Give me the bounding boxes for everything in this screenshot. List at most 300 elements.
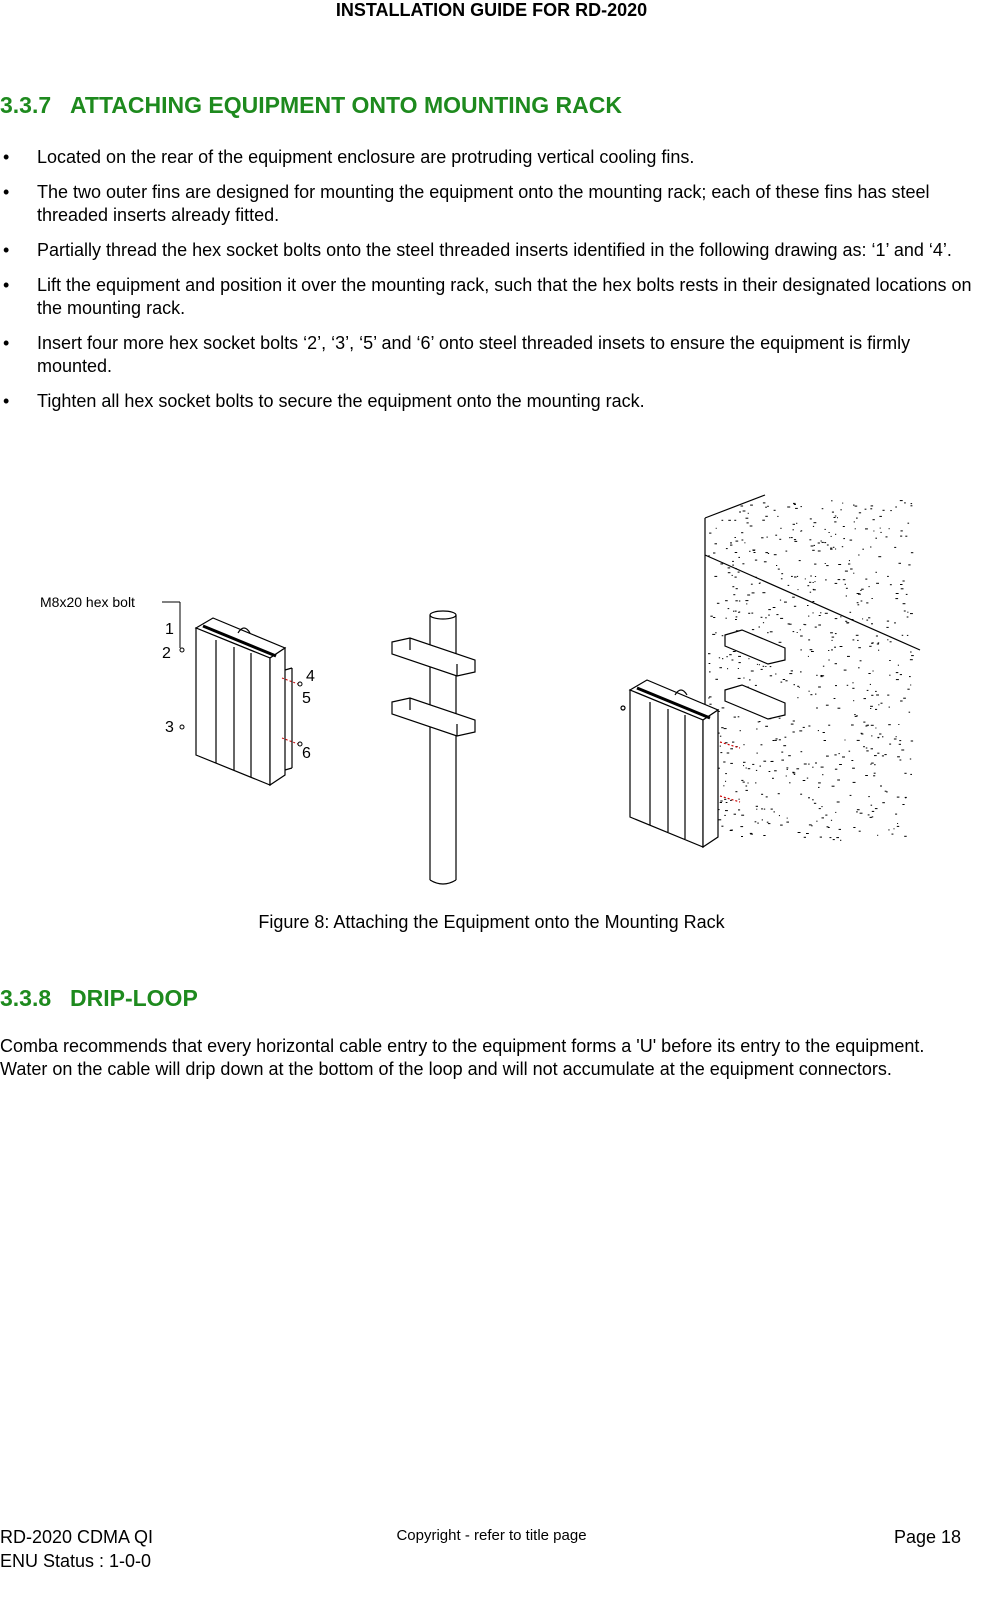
wall-speck xyxy=(732,660,734,661)
wall-speck xyxy=(869,586,870,587)
wall-speck xyxy=(857,593,860,594)
wall-speck xyxy=(743,782,745,783)
wall-speck xyxy=(713,617,715,618)
wall-speck xyxy=(870,764,871,765)
wall-speck xyxy=(853,639,855,640)
wall-speck xyxy=(880,532,881,533)
wall-speck xyxy=(741,532,743,533)
wall-speck xyxy=(811,651,814,652)
wall-speck xyxy=(732,742,734,743)
wall-speck xyxy=(735,537,736,538)
wall-speck xyxy=(751,671,754,672)
wall-speck xyxy=(720,802,722,803)
wall-speck xyxy=(889,675,890,676)
wall-speck xyxy=(884,754,886,755)
wall-speck xyxy=(840,646,843,647)
wall-speck xyxy=(843,526,845,527)
wall-speck xyxy=(908,564,910,565)
wall-speck xyxy=(879,516,882,517)
wall-speck xyxy=(849,751,851,752)
wall-speck xyxy=(797,697,798,698)
wall-speck xyxy=(732,561,734,562)
wall-speck xyxy=(825,563,826,564)
wall-speck xyxy=(811,546,814,547)
wall-speck xyxy=(857,740,860,741)
wall-speck xyxy=(746,786,748,787)
wall-speck xyxy=(780,618,783,619)
bolt-label: M8x20 hex bolt xyxy=(40,594,135,610)
wall-speck xyxy=(755,685,757,686)
wall-speck xyxy=(876,695,879,696)
wall-speck xyxy=(837,780,840,781)
wall-speck xyxy=(907,617,909,618)
wall-speck xyxy=(852,682,853,683)
wall-speck xyxy=(851,760,853,761)
wall-speck xyxy=(871,748,873,749)
wall-speck xyxy=(718,819,721,820)
wall-speck xyxy=(886,536,888,537)
wall-speck xyxy=(894,547,896,548)
wall-speck xyxy=(813,601,815,602)
wall-speck xyxy=(793,732,795,733)
wall-speck xyxy=(816,675,817,676)
wall-speck xyxy=(720,801,722,802)
wall-speck xyxy=(844,670,847,671)
wall-speck xyxy=(879,734,881,735)
wall-speck xyxy=(798,832,801,833)
wall-speck xyxy=(739,512,741,513)
wall-speck xyxy=(908,523,910,524)
wall-speck xyxy=(901,588,904,589)
wall-speck xyxy=(787,818,788,819)
wall-speck xyxy=(785,737,787,738)
wall-speck xyxy=(830,837,832,838)
wall-speck xyxy=(827,545,829,546)
wall-speck xyxy=(727,668,728,669)
wall-speck xyxy=(767,822,769,823)
section-title: DRIP-LOOP xyxy=(70,985,198,1011)
wall-speck xyxy=(733,611,734,612)
wall-speck xyxy=(734,814,736,815)
wall-speck xyxy=(781,752,783,753)
wall-speck xyxy=(763,835,765,836)
wall-speck xyxy=(771,809,773,810)
wall-speck xyxy=(814,522,817,523)
wall-speck xyxy=(738,557,740,558)
wall-speck xyxy=(774,740,777,741)
wall-speck xyxy=(874,764,876,765)
wall-speck xyxy=(889,528,890,529)
wall-speck xyxy=(723,762,725,763)
wall-speck xyxy=(897,826,899,827)
wall-speck xyxy=(764,561,767,562)
equipment-unit-left xyxy=(196,618,292,785)
wall-speck xyxy=(732,575,733,576)
wall-speck xyxy=(747,595,750,596)
wall-speck xyxy=(822,508,824,509)
wall-speck xyxy=(911,505,913,506)
wall-speck xyxy=(722,520,724,521)
wall-speck xyxy=(822,542,824,543)
wall-speck xyxy=(901,530,903,531)
wall-speck xyxy=(838,708,841,709)
wall-speck xyxy=(835,618,838,619)
wall-speck xyxy=(870,706,873,707)
wall-speck xyxy=(740,730,741,731)
wall-speck xyxy=(708,653,710,654)
wall-speck xyxy=(847,623,849,624)
wall-speck xyxy=(865,579,867,580)
wall-speck xyxy=(834,698,836,699)
wall-speck xyxy=(791,724,794,725)
section-heading-3-3-7 xyxy=(0,92,622,119)
wall-speck xyxy=(761,669,763,670)
list-item-text: Located on the rear of the equipment enclosure are protruding vertical cooling fins. xyxy=(37,147,695,167)
wall-speck xyxy=(848,564,850,565)
wall-speck xyxy=(824,542,826,543)
wall-speck xyxy=(880,528,881,529)
wall-speck xyxy=(794,774,795,775)
wall-speck xyxy=(804,837,806,838)
wall-speck xyxy=(776,614,778,615)
bolt-number-1: 1 xyxy=(165,621,174,638)
wall-speck xyxy=(835,633,837,634)
wall-speck xyxy=(825,613,828,614)
wall-speck xyxy=(767,632,769,633)
wall-speck xyxy=(907,635,908,636)
wall-speck xyxy=(815,763,817,764)
wall-speck xyxy=(794,684,796,685)
wall-speck xyxy=(835,516,837,517)
wall-speck xyxy=(870,508,872,509)
wall-speck xyxy=(788,755,791,756)
wall-speck xyxy=(907,689,909,690)
wall-speck xyxy=(826,565,828,566)
wall-speck xyxy=(777,516,778,517)
wall-speck xyxy=(716,528,717,529)
wall-speck xyxy=(779,739,781,740)
wall-speck xyxy=(769,771,771,772)
wall-speck xyxy=(720,746,721,747)
wall-speck xyxy=(768,823,771,824)
wall-speck xyxy=(895,598,898,599)
wall-speck xyxy=(810,576,812,577)
wall-speck xyxy=(910,659,913,660)
wall-speck xyxy=(755,821,757,822)
bullet-icon: • xyxy=(3,391,10,411)
wall-speck xyxy=(873,531,874,532)
wall-speck xyxy=(811,825,812,826)
wall-speck xyxy=(877,737,879,738)
wall-speck xyxy=(818,787,820,788)
wall-speck xyxy=(899,563,902,564)
wall-speck xyxy=(735,619,737,620)
wall-speck xyxy=(781,682,783,683)
wall-speck xyxy=(842,503,843,504)
wall-speck xyxy=(762,520,765,521)
wall-speck xyxy=(789,673,792,674)
wall-speck xyxy=(738,809,740,810)
wall-speck xyxy=(815,694,816,695)
wall-speck xyxy=(830,632,833,633)
wall-speck xyxy=(857,640,859,641)
wall-speck xyxy=(820,837,822,838)
wall-speck xyxy=(907,612,908,613)
wall-speck xyxy=(775,674,776,675)
wall-speck xyxy=(861,589,864,590)
wall-speck xyxy=(870,547,871,548)
list-item-text: Insert four more hex socket bolts ‘2’, ‘3’, ‘5’ and ‘6’ onto steel threaded insets to ensure the equipment is firmly mounted. xyxy=(37,333,911,376)
wall-speck xyxy=(813,612,814,613)
wall-speck xyxy=(794,606,796,607)
wall-speck xyxy=(751,613,753,614)
wall-speck xyxy=(807,585,809,586)
wall-speck xyxy=(708,555,709,556)
wall-speck xyxy=(715,543,718,544)
wall-speck xyxy=(757,753,758,754)
wall-speck xyxy=(715,679,718,680)
wall-speck xyxy=(871,763,874,764)
wall-speck xyxy=(774,554,777,555)
wall-speck xyxy=(728,608,730,609)
wall-speck xyxy=(803,780,806,781)
wall-speck xyxy=(860,813,863,814)
wall-speck xyxy=(792,597,795,598)
list-item xyxy=(0,146,975,169)
mounting-figure xyxy=(0,480,983,900)
wall-speck xyxy=(897,756,900,757)
wall-speck xyxy=(887,639,888,640)
wall-speck xyxy=(768,609,771,610)
wall-speck xyxy=(822,817,825,818)
wall-speck xyxy=(726,618,727,619)
wall-speck xyxy=(830,549,832,550)
wall-speck xyxy=(745,600,748,601)
wall-speck xyxy=(858,647,861,648)
wall-speck xyxy=(748,513,749,514)
wall-speck xyxy=(765,552,768,553)
wall-speck xyxy=(765,516,768,517)
wall-speck xyxy=(852,768,855,769)
wall-speck xyxy=(880,786,882,787)
wall-speck xyxy=(838,579,841,580)
wall-speck xyxy=(793,529,794,530)
wall-speck xyxy=(757,823,759,824)
wall-speck xyxy=(724,815,726,816)
wall-speck xyxy=(887,576,889,577)
wall-speck xyxy=(897,823,898,824)
wall-speck xyxy=(795,508,798,509)
wall-speck xyxy=(821,767,824,768)
wall-speck xyxy=(846,588,848,589)
wall-speck xyxy=(779,642,782,643)
wall-speck xyxy=(861,733,863,734)
wall-speck xyxy=(835,534,836,535)
list-item xyxy=(0,239,975,262)
wall-speck xyxy=(812,799,814,800)
wall-speck xyxy=(851,619,854,620)
wall-speck xyxy=(815,576,816,577)
wall-speck xyxy=(738,668,739,669)
wall-speck xyxy=(864,698,867,699)
wall-speck xyxy=(730,830,733,831)
wall-speck xyxy=(894,622,896,623)
wall-speck xyxy=(738,572,740,573)
wall-speck xyxy=(878,650,879,651)
wall-speck xyxy=(719,667,722,668)
wall-speck xyxy=(832,786,835,787)
wall-speck xyxy=(800,649,802,650)
wall-speck xyxy=(906,594,908,595)
equipment-unit-right xyxy=(621,680,740,847)
wall-speck xyxy=(858,555,859,556)
list-item xyxy=(0,274,975,320)
wall-speck xyxy=(821,676,823,677)
wall-speck xyxy=(796,523,797,524)
wall-speck xyxy=(910,613,913,614)
wall-speck xyxy=(896,679,899,680)
wall-speck xyxy=(882,755,884,756)
wall-speck xyxy=(871,623,873,624)
wall-speck xyxy=(794,539,796,540)
section-number: 3.3.8 xyxy=(0,985,52,1011)
wall-speck xyxy=(851,725,854,726)
wall-speck xyxy=(803,727,805,728)
wall-speck xyxy=(761,744,763,745)
wall-speck xyxy=(794,541,797,542)
wall-speck xyxy=(857,809,860,810)
wall-speck xyxy=(877,753,879,754)
wall-speck xyxy=(809,582,811,583)
wall-speck xyxy=(741,506,744,507)
wall-speck xyxy=(870,817,872,818)
wall-speck xyxy=(825,529,826,530)
wall-speck xyxy=(899,744,901,745)
wall-speck xyxy=(738,656,741,657)
wall-speck xyxy=(741,836,743,837)
wall-speck xyxy=(793,503,796,504)
wall-speck xyxy=(728,520,731,521)
wall-speck xyxy=(776,738,778,739)
wall-speck xyxy=(735,568,737,569)
wall-speck xyxy=(761,794,763,795)
wall-speck xyxy=(735,577,737,578)
wall-speck xyxy=(729,654,732,655)
wall-speck xyxy=(900,674,902,675)
wall-speck xyxy=(804,624,806,625)
wall-speck xyxy=(860,660,862,661)
wall-speck xyxy=(845,621,847,622)
wall-speck xyxy=(892,834,894,835)
wall-speck xyxy=(873,775,875,776)
wall-speck xyxy=(903,581,905,582)
wall-speck xyxy=(779,815,780,816)
wall-speck xyxy=(839,764,842,765)
wall-speck xyxy=(831,536,832,537)
wall-speck xyxy=(904,502,906,503)
wall-speck xyxy=(807,605,809,606)
wall-speck xyxy=(753,550,755,551)
wall-speck xyxy=(755,577,757,578)
wall-speck xyxy=(835,583,838,584)
wall-speck xyxy=(887,621,889,622)
wall-speck xyxy=(722,635,724,636)
wall-speck xyxy=(730,763,733,764)
wall-speck xyxy=(896,736,897,737)
wall-speck xyxy=(850,795,852,796)
wall-speck xyxy=(730,748,733,749)
wall-speck xyxy=(855,716,857,717)
wall-speck xyxy=(806,833,809,834)
wall-speck xyxy=(773,607,776,608)
wall-speck xyxy=(793,524,795,525)
wall-speck xyxy=(717,603,720,604)
wall-speck xyxy=(819,808,821,809)
pole-brackets xyxy=(392,638,475,736)
wall-speck xyxy=(839,753,840,754)
wall-speck xyxy=(734,717,736,718)
wall-speck xyxy=(752,629,754,630)
wall-speck xyxy=(868,617,870,618)
wall-speck xyxy=(859,512,861,513)
wall-speck xyxy=(794,504,796,505)
wall-speck xyxy=(765,507,767,508)
bullet-icon: • xyxy=(3,333,10,353)
wall-speck xyxy=(850,569,853,570)
wall-speck xyxy=(873,671,874,672)
wall-speck xyxy=(889,744,891,745)
wall-speck xyxy=(868,814,870,815)
wall-speck xyxy=(708,698,709,699)
wall-speck xyxy=(762,592,765,593)
wall-speck xyxy=(774,811,775,812)
wall-speck xyxy=(835,812,836,813)
wall-speck xyxy=(818,543,820,544)
wall-speck xyxy=(813,589,815,590)
wall-speck xyxy=(821,806,822,807)
wall-speck xyxy=(853,827,855,828)
wall-speck xyxy=(871,695,873,696)
wall-speck xyxy=(721,727,723,728)
wall-speck xyxy=(871,505,874,506)
wall-speck xyxy=(775,535,777,536)
wall-speck xyxy=(809,539,811,540)
wall-speck xyxy=(748,613,750,614)
wall-speck xyxy=(862,549,864,550)
wall-speck xyxy=(728,567,731,568)
wall-speck xyxy=(746,790,748,791)
wall-speck xyxy=(826,705,829,706)
wall-speck xyxy=(741,780,743,781)
wall-speck xyxy=(819,615,821,616)
bolt-number-3: 3 xyxy=(165,719,174,736)
wall-speck xyxy=(842,757,845,758)
wall-speck xyxy=(808,726,810,727)
wall-speck xyxy=(818,782,821,783)
wall-speck xyxy=(834,517,836,518)
wall-speck xyxy=(874,755,877,756)
wall-speck xyxy=(834,754,836,755)
wall-speck xyxy=(894,828,895,829)
wall-speck xyxy=(852,688,854,689)
wall-speck xyxy=(751,584,753,585)
wall-speck xyxy=(726,548,728,549)
wall-speck xyxy=(759,627,761,628)
wall-speck xyxy=(866,750,868,751)
wall-speck xyxy=(791,670,793,671)
wall-speck xyxy=(855,528,856,529)
wall-speck xyxy=(748,768,750,769)
